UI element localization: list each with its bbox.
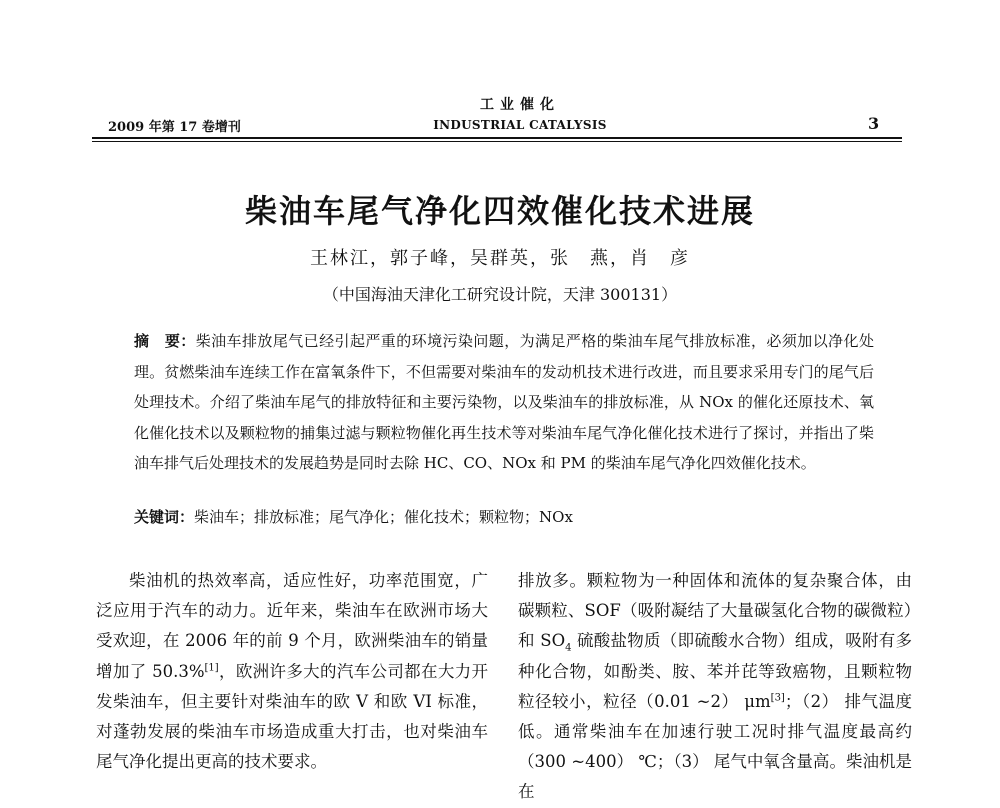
body-column-left: [96, 566, 488, 777]
body-text: 排放多。颗粒物为一种固体和流体的复杂聚合体，由碳颗粒、SOF（吸附凝结了大量碳氢化合物的碳微粒）和 SO: [518, 571, 912, 651]
article-title: 柴油车尾气净化四效催化技术进展: [244, 192, 755, 230]
article-affiliation: （中国海油天津化工研究设计院，天津 300131）: [322, 285, 678, 304]
citation-ref: [1]: [204, 662, 219, 674]
subscript: 4: [565, 642, 572, 654]
journal-header: [380, 94, 660, 132]
header-rule-thin: [92, 141, 902, 142]
issue-label: 2009 年第 17 卷增刊: [108, 120, 241, 135]
body-text: ，欧洲许多大的汽车公司都在大力开发柴油车，但主要针对柴油车的欧 V 和欧 VI 标准，对蓬勃发展的柴油车市场造成重大打击，也对柴油车尾气净化提出更高的技术要求。: [96, 661, 488, 772]
body-text: 柴油机的热效率高，适应性好，功率范围宽，广泛应用于汽车的动力。近年来，柴油车在欧洲市场大受欢迎，在 2006 年的前 9 个月，欧洲柴油车的销量增加了 50.3%: [96, 571, 488, 681]
keywords-text: 柴油车；排放标准；尾气净化；催化技术；颗粒物；NOx: [194, 508, 573, 526]
keywords-label: 关键词：: [134, 508, 195, 526]
abstract-text: 柴油车排放尾气已经引起严重的环境污染问题，为满足严格的柴油车尾气排放标准，必须加以净化处理。贫燃柴油车连续工作在富氧条件下，不但需要对柴油车的发动机技术进行改进，而且要求采用专门的尾气后处理技术。介绍了柴油车尾气的排放特征和主要污染物，以及柴油车的排放标准，从 NOx 的催化还原技术、氧化催化技术以及颗粒物的捕集过滤与颗粒物催化再生技术等对柴油车尾气净化催化技术进行了探讨，并指出了柴油车排气后处理技术的发展趋势是同时去除 HC、CO、NOx 和 PM 的柴油车尾气净化四效催化技术。: [134, 332, 874, 472]
article-authors: 王林江，郭子峰，吴群英，张 燕，肖 彦: [310, 248, 690, 269]
citation-ref: [3]: [770, 692, 785, 704]
keywords: [134, 506, 874, 527]
body-paragraph: [518, 566, 912, 808]
page-number: 3: [868, 114, 880, 133]
body-paragraph: [96, 566, 488, 777]
body-text: 硫酸盐物质（即硫酸水合物）组成，吸附有多种化合物，如酚类、胺、苯并芘等致癌物，且颗粒物粒径较小，粒径（0.01 ~2） μm: [518, 631, 912, 711]
body-text: ；（2） 排气温度低。通常柴油车在加速行驶工况时排气温度最高约（300 ~400） ℃；（3） 尾气中氧含量高。柴油机是在: [518, 691, 912, 802]
journal-title-cn: 工业催化: [480, 97, 560, 113]
abstract-label: 摘 要：: [134, 332, 196, 350]
header-rule-thick: [92, 137, 902, 139]
abstract: [134, 326, 874, 479]
journal-title-en: INDUSTRIAL CATALYSIS: [433, 118, 607, 132]
body-column-right: [518, 566, 912, 808]
